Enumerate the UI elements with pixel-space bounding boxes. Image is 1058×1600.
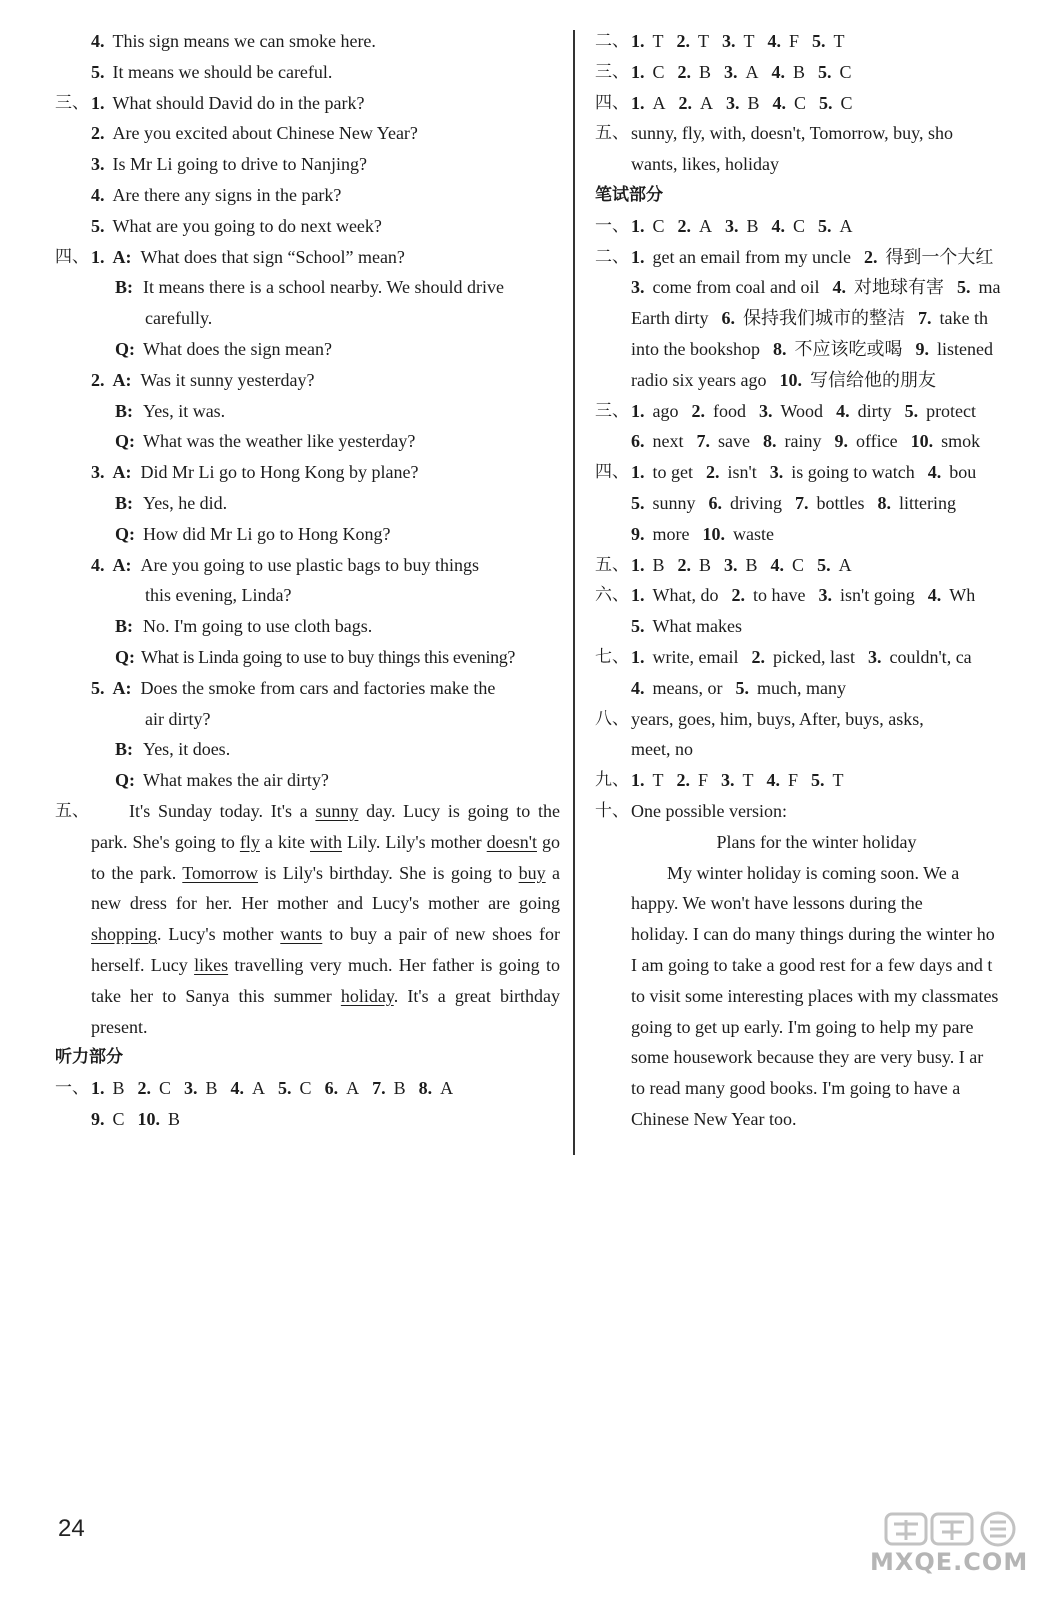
answer-line: 6. next 7. save 8. rainy 9. office 10. smok	[631, 431, 981, 452]
filled-word: likes	[194, 954, 229, 975]
answer-line: Earth dirty 6. 保持我们城市的整洁 7. take th	[631, 308, 988, 329]
written-section-2: 二、 1. get an email from my uncle 2. 得到一个大红	[595, 246, 994, 267]
section-5: 五、 It's Sunday today. It's a sunny day. Lucy is going to the park. She's going to fly a kite with Lily. Lily's mother doesn't go to the park. Tomorrow is Lily's birthday. She is going to buy a new dress for her. Her mother and Lucy's mother are going shopping. Lucy's mother wants to buy a pair of new shoes for herself. Lucy likes travelling very much. Her father is going to take her to Sanya this summer holiday. It's a great birthday present.	[55, 796, 560, 1042]
dialog-q: Q: What does the sign mean?	[115, 338, 332, 359]
passage: It's Sunday today. It's a sunny day. Lucy is going to the park. She's going to fly a kite with Lily. Lily's mother doesn't go to the park. Tomorrow is Lily's birthday. She is going to buy a new dress for her. Her mother and Lucy's mother are going shopping. Lucy's mother wants to buy a pair of new shoes for herself. Lucy likes travelling very much. Her father is going to take her to Sanya this summer holiday. It's a great birthday present.	[91, 800, 561, 1037]
dialog-q: Q: How did Mr Li go to Hong Kong?	[115, 523, 391, 544]
dialog-cont: air dirty?	[145, 708, 211, 729]
dialog-b: B: It means there is a school nearby. We should drive	[115, 277, 504, 298]
essay-line: holiday. I can do many things during the winter ho	[631, 924, 995, 945]
essay-line: to visit some interesting places with my classmates	[631, 985, 999, 1006]
filled-word: fly	[239, 831, 260, 852]
dialog-b: B: Yes, it was.	[115, 400, 226, 421]
answer-line: into the bookshop 8. 不应该吃或喝 9. listened	[631, 338, 993, 359]
right-column	[595, 26, 1058, 1135]
dialog-b: B: Yes, he did.	[115, 492, 228, 513]
essay-line: happy. We won't have lessons during the	[631, 893, 923, 914]
dialog-a: 5. A: Does the smoke from cars and factories make the	[91, 677, 496, 698]
left-column	[55, 26, 560, 1135]
answer-line: 2. Are you excited about Chinese New Year?	[91, 123, 418, 144]
section-3: 三、 1. What should David do in the park?	[55, 92, 365, 113]
written-section-4: 四、 1. to get 2. isn't 3. is going to watch 4. bou	[595, 462, 977, 483]
section-4: 四、 1. A: What does that sign “School” mean?	[55, 246, 405, 267]
answer-line: 9. more 10. waste	[631, 523, 774, 544]
filled-word: with	[309, 831, 342, 852]
answer-line: 5. What makes	[631, 616, 742, 637]
written-section-10: 十、 One possible version:	[595, 800, 787, 821]
dialog-b: B: Yes, it does.	[115, 739, 231, 760]
page-number: 24	[58, 1515, 85, 1542]
answer-line: 4. This sign means we can smoke here.	[91, 31, 376, 51]
filled-word: sunny	[315, 800, 359, 821]
written-section-3: 三、 1. ago 2. food 3. Wood 4. dirty 5. protect	[595, 400, 977, 421]
essay-title: Plans for the winter holiday	[716, 831, 917, 852]
answer-line: 5. sunny 6. driving 7. bottles 8. littering	[631, 492, 957, 513]
answer-line: meet, no	[631, 739, 693, 760]
listening-section-1: 一、 1. B 2. C 3. B 4. A 5. C 6. A 7. B 8. A	[55, 1078, 454, 1099]
answer-line: wants, likes, holiday	[631, 154, 779, 175]
dialog-cont: carefully.	[145, 308, 213, 329]
listening-heading: 听力部分	[55, 1047, 123, 1068]
dialog-q: Q: What makes the air dirty?	[115, 770, 329, 791]
filled-word: holiday	[340, 985, 394, 1006]
answer-line: 9. C 10. B	[91, 1108, 181, 1129]
essay-line: going to get up early. I'm going to help my pare	[631, 1016, 974, 1037]
answer-line: 3. Is Mr Li going to drive to Nanjing?	[91, 154, 367, 175]
answer-line: 5. It means we should be careful.	[91, 61, 333, 82]
dialog-q: Q: What was the weather like yesterday?	[115, 431, 416, 452]
dialog-b: B: No. I'm going to use cloth bags.	[115, 616, 373, 637]
written-section-1: 一、 1. C 2. A 3. B 4. C 5. A	[595, 215, 853, 236]
filled-word: doesn't	[486, 831, 537, 852]
answer-line: radio six years ago 10. 写信给他的朋友	[631, 369, 936, 390]
essay-line: My winter holiday is coming soon. We a	[667, 862, 960, 883]
filled-word: wants	[280, 924, 323, 945]
watermark	[858, 1510, 1034, 1586]
dialog-a: 2. A: Was it sunny yesterday?	[91, 369, 315, 390]
written-section-9: 九、 1. T 2. F 3. T 4. F 5. T	[595, 770, 844, 791]
dialog-q: Q: What is Linda going to use to buy things this evening?	[115, 646, 516, 667]
listening-section-4: 四、 1. A 2. A 3. B 4. C 5. C	[595, 92, 853, 113]
listening-section-5: 五、 sunny, fly, with, doesn't, Tomorrow, buy, sho	[595, 123, 953, 144]
dialog-cont: this evening, Linda?	[145, 585, 292, 606]
answer-line: 5. What are you going to do next week?	[91, 215, 382, 236]
filled-word: Tomorrow	[182, 862, 259, 883]
dialog-a: 4. A: Are you going to use plastic bags to buy things	[91, 554, 479, 575]
essay-line: some housework because they are very busy. I ar	[631, 1047, 984, 1068]
written-section-8: 八、 years, goes, him, buys, After, buys, asks,	[595, 708, 924, 729]
answer-line: 4. means, or 5. much, many	[631, 677, 846, 698]
written-section-7: 七、 1. write, email 2. picked, last 3. couldn't, ca	[595, 646, 972, 667]
essay-line: Chinese New Year too.	[631, 1108, 797, 1129]
written-heading: 笔试部分	[595, 184, 663, 205]
written-section-5: 五、 1. B 2. B 3. B 4. C 5. A	[595, 554, 852, 575]
watermark-url: MXQE.COM	[870, 1548, 1029, 1576]
dialog-a: 3. A: Did Mr Li go to Hong Kong by plane?	[91, 462, 419, 483]
answer-line: 4. Are there any signs in the park?	[91, 184, 342, 205]
filled-word: buy	[518, 862, 546, 883]
essay-line: to read many good books. I'm going to have a	[631, 1078, 961, 1099]
column-divider	[573, 30, 575, 1155]
watermark-logo-icon	[884, 1510, 1020, 1548]
filled-word: shopping	[91, 924, 158, 945]
listening-section-3: 三、 1. C 2. B 3. A 4. B 5. C	[595, 61, 852, 82]
answer-line: 3. come from coal and oil 4. 对地球有害 5. ma	[631, 277, 1001, 298]
essay-line: I am going to take a good rest for a few days and t	[631, 954, 993, 975]
listening-section-2: 二、 1. T 2. T 3. T 4. F 5. T	[595, 31, 845, 51]
written-section-6: 六、 1. What, do 2. to have 3. isn't going 4. Wh	[595, 585, 976, 606]
